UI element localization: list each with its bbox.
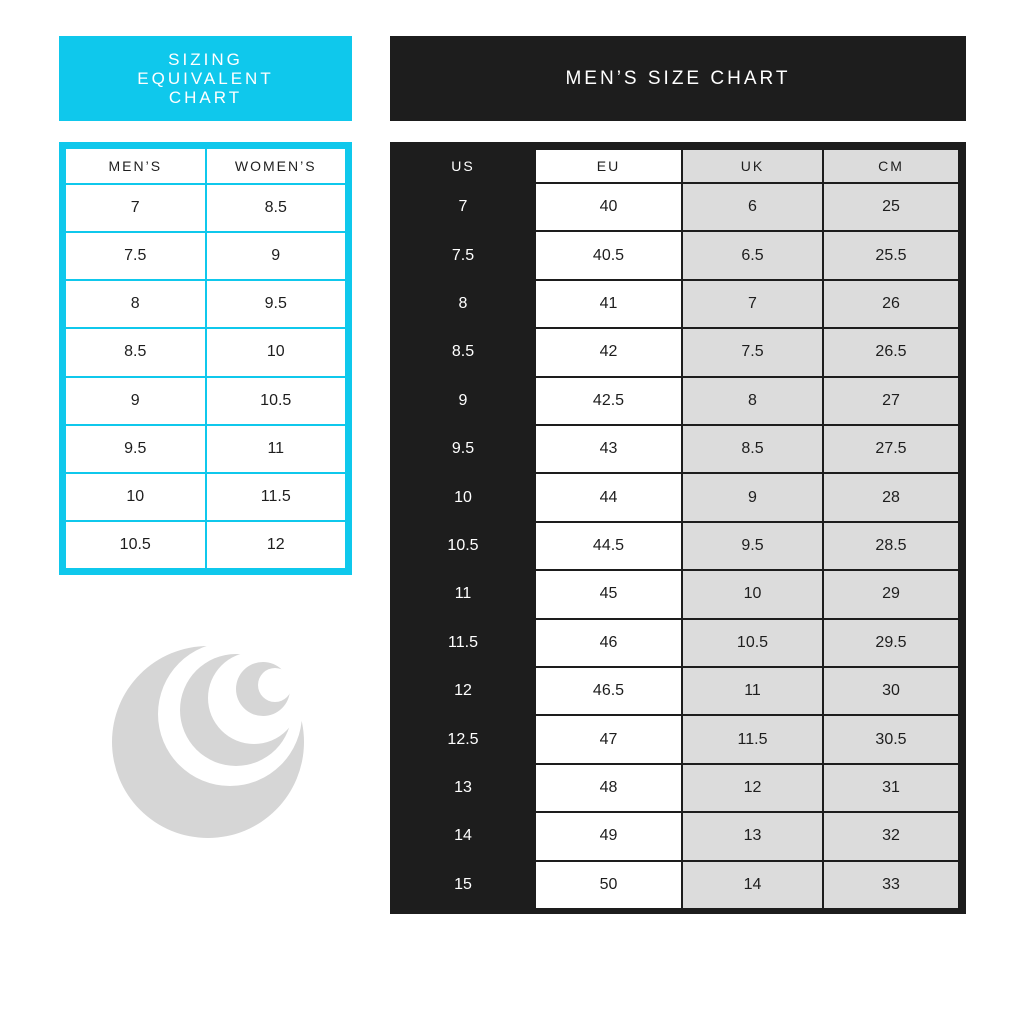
cm-size-cell: 32 [824, 813, 958, 859]
equivalent-cell-mens: 8 [66, 281, 205, 327]
equivalent-cell-womens: 9 [207, 233, 346, 279]
cm-size-cell: 30.5 [824, 716, 958, 762]
equivalent-cell-mens: 7 [66, 185, 205, 231]
cm-size-cell: 26 [824, 281, 958, 327]
equivalent-header-womens: WOMEN’S [207, 149, 346, 183]
eu-size-cell: 44 [536, 474, 681, 520]
eu-size-cell: 46 [536, 620, 681, 666]
us-size-cell: 9.5 [451, 440, 475, 458]
uk-size-cell: 9.5 [683, 523, 822, 569]
us-size-cell: 7.5 [451, 246, 475, 264]
us-size-cell: 7 [458, 198, 468, 216]
equivalent-chart-title-line: SIZING [168, 50, 243, 69]
uk-size-cell: 9 [683, 474, 822, 520]
uk-size-cell: 7.5 [683, 329, 822, 375]
uk-size-cell: 11.5 [683, 716, 822, 762]
equivalent-cell-mens: 8.5 [66, 329, 205, 375]
equivalent-cell-womens: 11 [207, 426, 346, 472]
equivalent-cell-mens: 10.5 [66, 522, 205, 568]
cm-size-cell: 27.5 [824, 426, 958, 472]
crescent-moons-logo-icon [108, 642, 308, 842]
us-size-cell: 8.5 [451, 343, 475, 361]
us-size-cell: 13 [454, 778, 472, 796]
cm-size-cell: 27 [824, 378, 958, 424]
column-header-cm: CM [824, 150, 958, 182]
cm-size-cell: 33 [824, 862, 958, 908]
uk-size-cell: 13 [683, 813, 822, 859]
us-size-cell: 11.5 [448, 633, 478, 651]
mens-size-table [390, 142, 966, 914]
equivalent-chart-title [59, 36, 352, 121]
eu-size-cell: 42.5 [536, 378, 681, 424]
eu-size-cell: 42 [536, 329, 681, 375]
column-header-us: US [451, 158, 475, 174]
eu-size-cell: 40.5 [536, 232, 681, 278]
eu-size-cell: 45 [536, 571, 681, 617]
cm-size-cell: 30 [824, 668, 958, 714]
logo-inner-crescent [236, 662, 290, 716]
equivalent-cell-mens: 10 [66, 474, 205, 520]
cm-size-cell: 29 [824, 571, 958, 617]
uk-size-cell: 7 [683, 281, 822, 327]
equivalent-cell-womens: 12 [207, 522, 346, 568]
uk-size-cell: 12 [683, 765, 822, 811]
equivalent-cell-womens: 10 [207, 329, 346, 375]
cm-size-cell: 28.5 [824, 523, 958, 569]
equivalent-cell-mens: 7.5 [66, 233, 205, 279]
conversion-grid [536, 150, 958, 908]
eu-size-cell: 49 [536, 813, 681, 859]
us-size-cell: 11 [454, 585, 472, 603]
uk-size-cell: 14 [683, 862, 822, 908]
column-header-uk: UK [683, 150, 822, 182]
us-size-cell: 9 [458, 391, 468, 409]
eu-size-cell: 41 [536, 281, 681, 327]
eu-size-cell: 48 [536, 765, 681, 811]
us-size-cell: 14 [454, 827, 472, 845]
uk-size-cell: 11 [683, 668, 822, 714]
uk-size-cell: 6.5 [683, 232, 822, 278]
eu-size-cell: 47 [536, 716, 681, 762]
mens-chart-title [390, 36, 966, 121]
equivalent-chart-table [59, 142, 352, 575]
cm-size-cell: 25.5 [824, 232, 958, 278]
uk-size-cell: 10.5 [683, 620, 822, 666]
uk-size-cell: 6 [683, 184, 822, 230]
cm-size-cell: 31 [824, 765, 958, 811]
us-size-cell: 10 [454, 488, 472, 506]
equivalent-chart-grid [66, 149, 345, 568]
cm-size-cell: 28 [824, 474, 958, 520]
us-size-column [390, 150, 536, 908]
eu-size-cell: 40 [536, 184, 681, 230]
mens-chart-title-text: MEN’S SIZE CHART [565, 67, 791, 89]
us-size-cell: 8 [458, 294, 468, 312]
us-size-cell: 15 [454, 875, 472, 893]
eu-size-cell: 50 [536, 862, 681, 908]
equivalent-cell-mens: 9.5 [66, 426, 205, 472]
equivalent-cell-mens: 9 [66, 378, 205, 424]
eu-size-cell: 43 [536, 426, 681, 472]
equivalent-chart-title-line: EQUIVALENT [137, 69, 274, 88]
uk-size-cell: 8.5 [683, 426, 822, 472]
us-size-cell: 12.5 [447, 730, 479, 748]
equivalent-cell-womens: 9.5 [207, 281, 346, 327]
equivalent-cell-womens: 10.5 [207, 378, 346, 424]
uk-size-cell: 8 [683, 378, 822, 424]
equivalent-header-mens: MEN’S [66, 149, 205, 183]
us-size-cell: 10.5 [447, 536, 479, 554]
column-header-eu: EU [536, 150, 681, 182]
uk-size-cell: 10 [683, 571, 822, 617]
cm-size-cell: 25 [824, 184, 958, 230]
equivalent-cell-womens: 11.5 [207, 474, 346, 520]
cm-size-cell: 29.5 [824, 620, 958, 666]
cm-size-cell: 26.5 [824, 329, 958, 375]
us-size-cell: 12 [454, 682, 472, 700]
equivalent-chart-title-line: CHART [168, 88, 243, 107]
equivalent-cell-womens: 8.5 [207, 185, 346, 231]
eu-size-cell: 46.5 [536, 668, 681, 714]
eu-size-cell: 44.5 [536, 523, 681, 569]
